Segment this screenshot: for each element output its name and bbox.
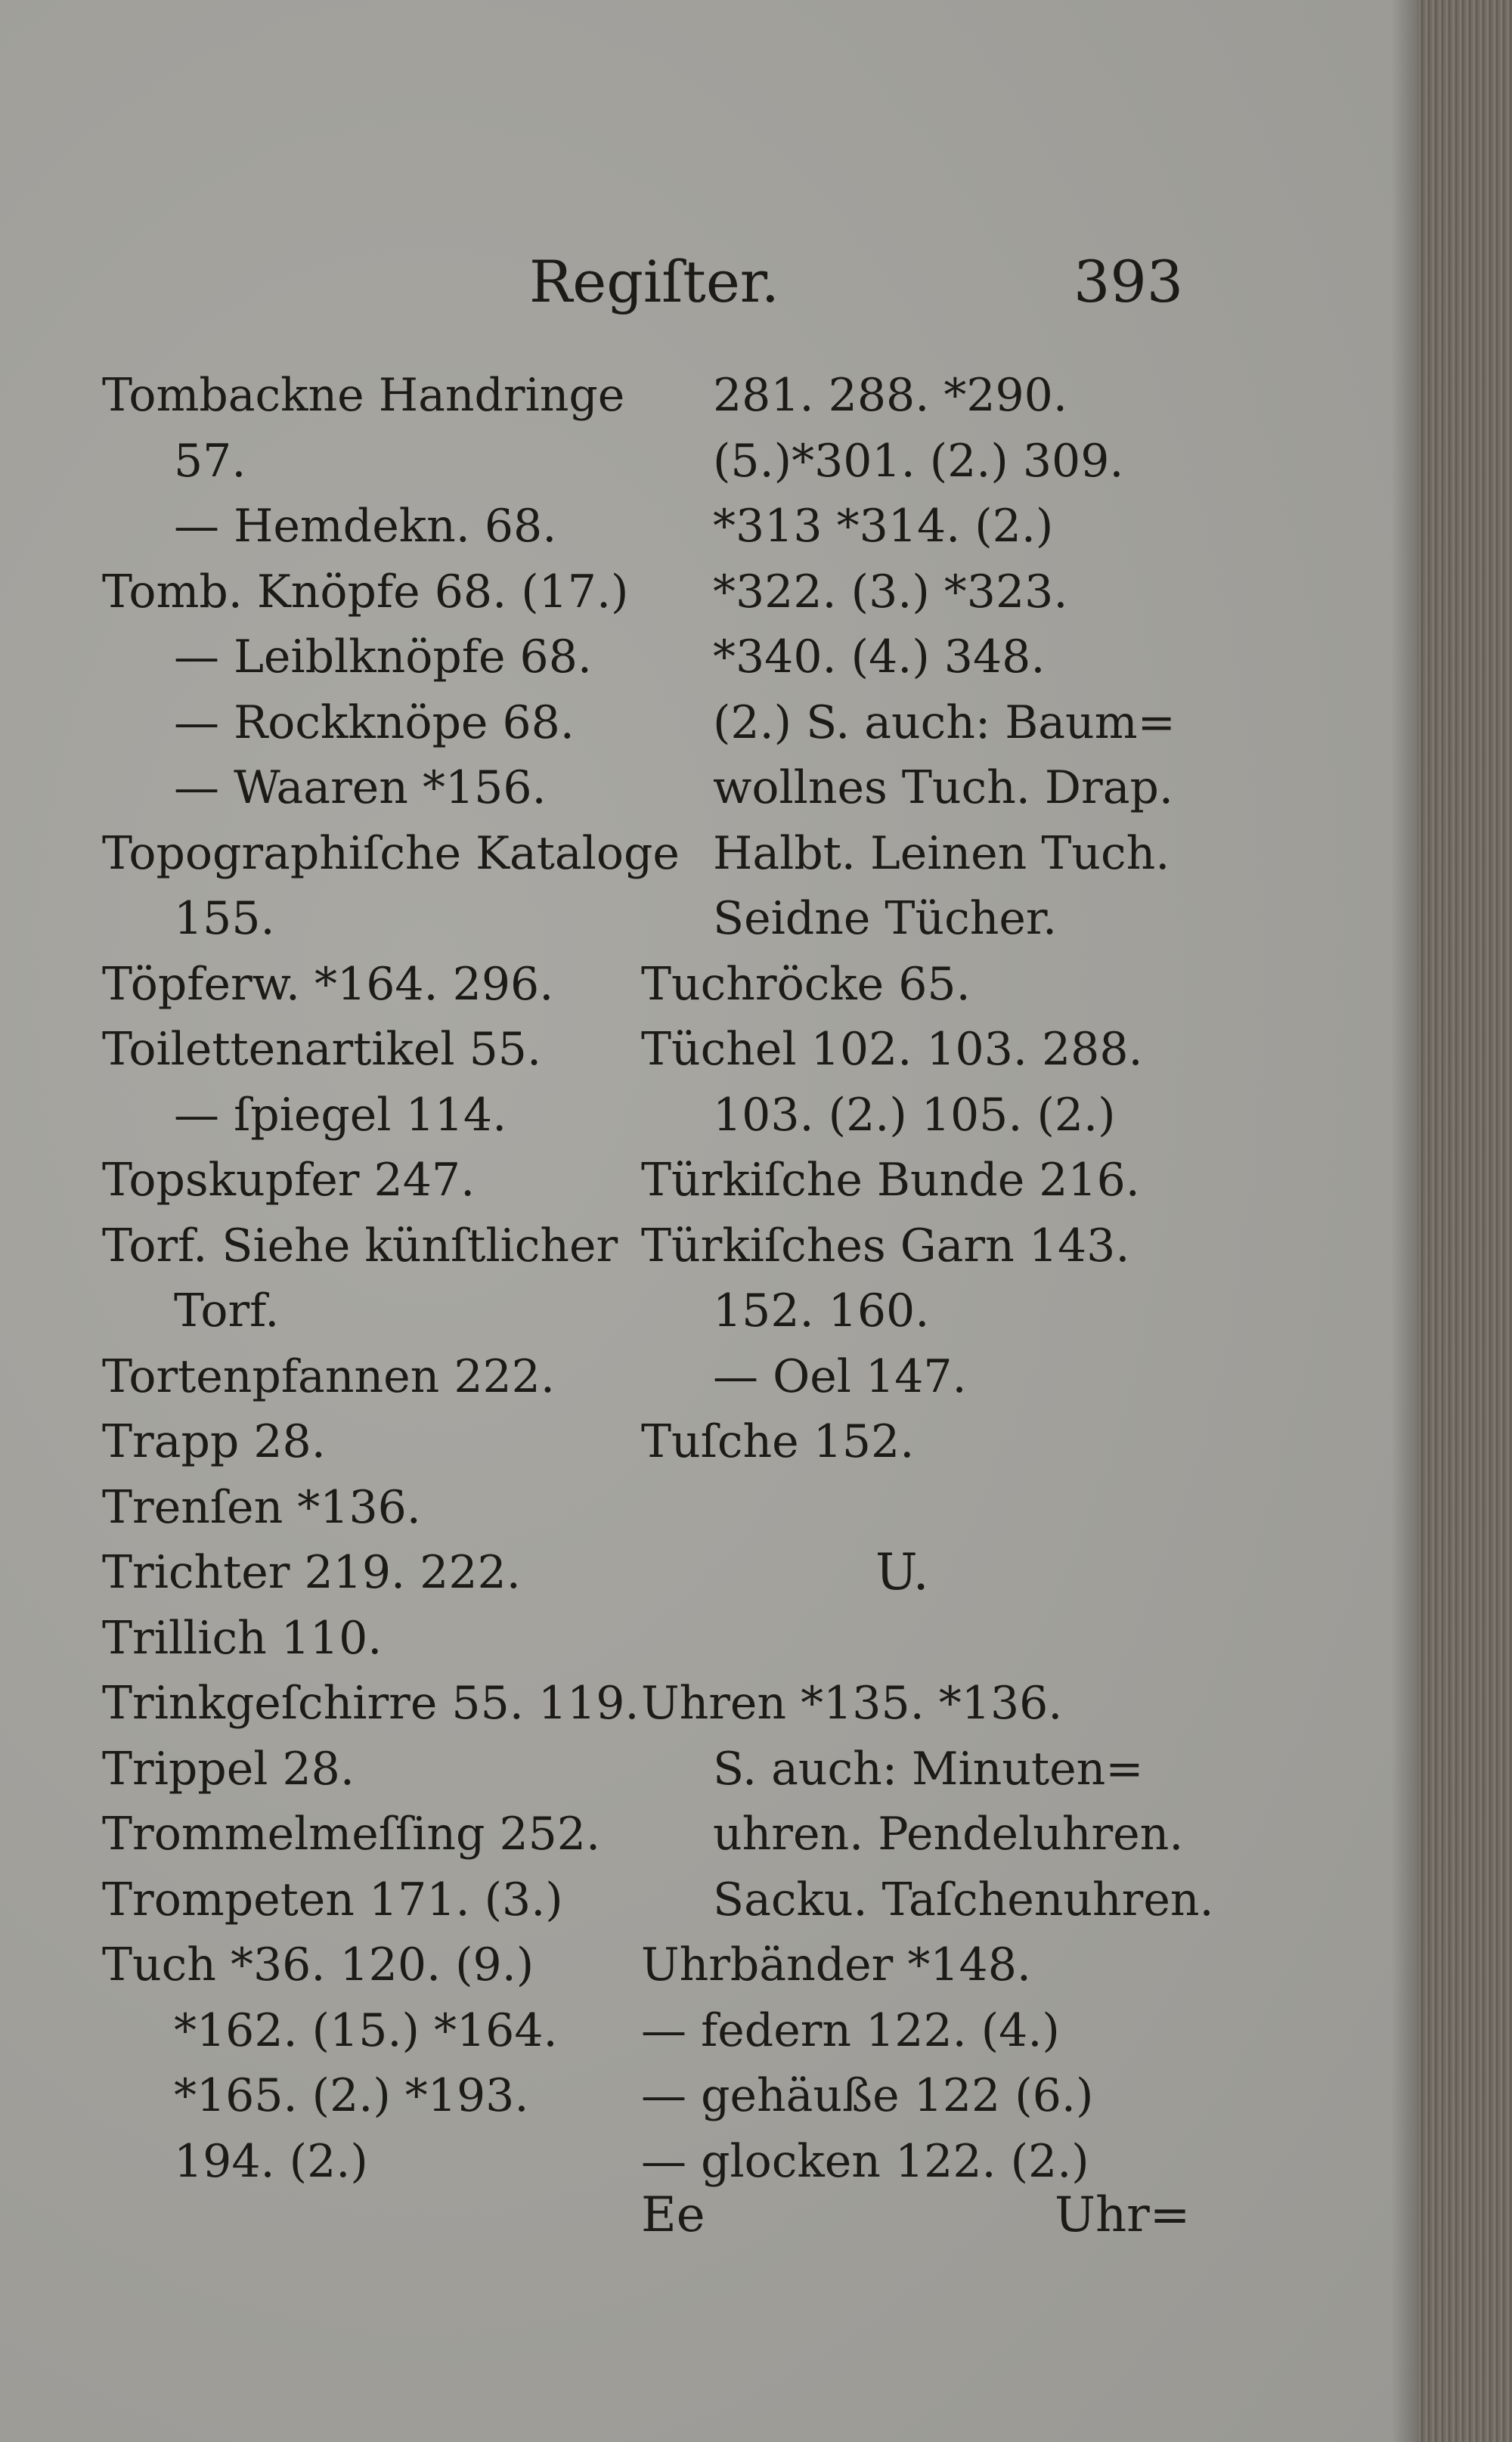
index-entry: Trippel 28.	[102, 1742, 355, 1796]
signature-mark: Ee	[641, 2187, 705, 2243]
index-entry: Töpferw. *164. 296.	[102, 957, 554, 1011]
index-column-right	[641, 363, 1397, 2194]
index-entry: wollnes Tuch. Drap.	[713, 761, 1173, 814]
index-entry: Tomb. Knöpfe 68. (17.)	[102, 565, 629, 618]
index-entry: Tombackne Handringe	[102, 369, 625, 422]
index-entry: — Rockknöpe 68.	[174, 696, 575, 749]
index-entry: 155.	[174, 892, 275, 945]
catchword: Uhr=	[1055, 2187, 1191, 2243]
index-entry: Trommelmeſſing 252.	[102, 1808, 601, 1861]
index-entry: Topographiſche Kataloge	[102, 826, 680, 880]
index-entry: Torf. Siehe künſtlicher	[102, 1219, 618, 1272]
index-entry: Torf.	[174, 1285, 280, 1337]
index-entry: Tuch *36. 120. (9.)	[102, 1938, 534, 1991]
index-entry: Trillich 110.	[102, 1611, 383, 1665]
index-entry: — ſpiegel 114.	[174, 1088, 507, 1142]
blank-line	[641, 1606, 1397, 1672]
index-entry: (5.)*301. (2.) 309.	[713, 434, 1124, 488]
index-entry: uhren. Pendeluhren.	[713, 1808, 1184, 1861]
index-entry: 281. 288. *290.	[713, 369, 1067, 422]
index-entry: — glocken 122. (2.)	[641, 2134, 1089, 2188]
page-gutter-shadow	[1391, 0, 1418, 2442]
index-entry: — Hemdekn. 68.	[174, 500, 557, 553]
index-entry: Tortenpfannen 222.	[102, 1350, 555, 1403]
page-header-title: Regiſter.	[529, 248, 779, 315]
index-entry: Türkiſche Bunde 216.	[641, 1154, 1140, 1207]
index-entry: — Leiblknöpfe 68.	[174, 631, 592, 683]
index-entry: Sacku. Taſchenuhren.	[713, 1873, 1214, 1926]
index-entry: *313 *314. (2.)	[713, 500, 1054, 553]
index-entry: Trichter 219. 222.	[102, 1546, 521, 1599]
index-entry: 152. 160.	[713, 1285, 930, 1337]
index-entry: S. auch: Minuten=	[713, 1742, 1144, 1796]
index-entry: Trinkgeſchirre 55. 119.	[102, 1677, 640, 1730]
page-number: 393	[1074, 248, 1184, 315]
index-column-left	[102, 363, 680, 2194]
index-entry: Uhrbänder *148.	[641, 1938, 1031, 1991]
index-entry: Trapp 28.	[102, 1415, 326, 1468]
index-entry: Tüchel 102. 103. 288.	[641, 1023, 1143, 1076]
index-entry: Tuchröcke 65.	[641, 957, 971, 1011]
letter-heading: U.	[875, 1543, 929, 1601]
blank-line	[641, 1475, 1397, 1541]
index-entry: Türkiſches Garn 143.	[641, 1219, 1130, 1272]
index-entry: (2.) S. auch: Baum=	[713, 696, 1176, 749]
index-entry: Trompeten 171. (3.)	[102, 1873, 563, 1926]
book-fore-edge	[1418, 0, 1512, 2442]
index-entry: Halbt. Leinen Tuch.	[713, 826, 1170, 880]
index-entry: *340. (4.) 348.	[713, 631, 1046, 683]
index-entry: Topskupfer 247.	[102, 1154, 476, 1207]
index-entry: Seidne Tücher.	[713, 892, 1058, 945]
index-entry: Uhren *135. *136.	[641, 1677, 1063, 1730]
index-entry: — Waaren *156.	[174, 761, 547, 814]
index-entry: Trenſen *136.	[102, 1480, 421, 1534]
index-entry: 103. (2.) 105. (2.)	[713, 1088, 1116, 1142]
index-entry: Toilettenartikel 55.	[102, 1023, 542, 1076]
index-entry: 194. (2.)	[174, 2134, 368, 2188]
index-entry: — federn 122. (4.)	[641, 2003, 1060, 2057]
index-entry: *322. (3.) *323.	[713, 565, 1068, 618]
index-entry: 57.	[174, 434, 246, 488]
index-entry: — Oel 147.	[713, 1350, 967, 1403]
index-entry: — gehäuße 122 (6.)	[641, 2069, 1094, 2122]
index-entry: *162. (15.) *164.	[174, 2003, 558, 2057]
index-entry: Tuſche 152.	[641, 1415, 915, 1468]
index-entry: *165. (2.) *193.	[174, 2069, 529, 2122]
